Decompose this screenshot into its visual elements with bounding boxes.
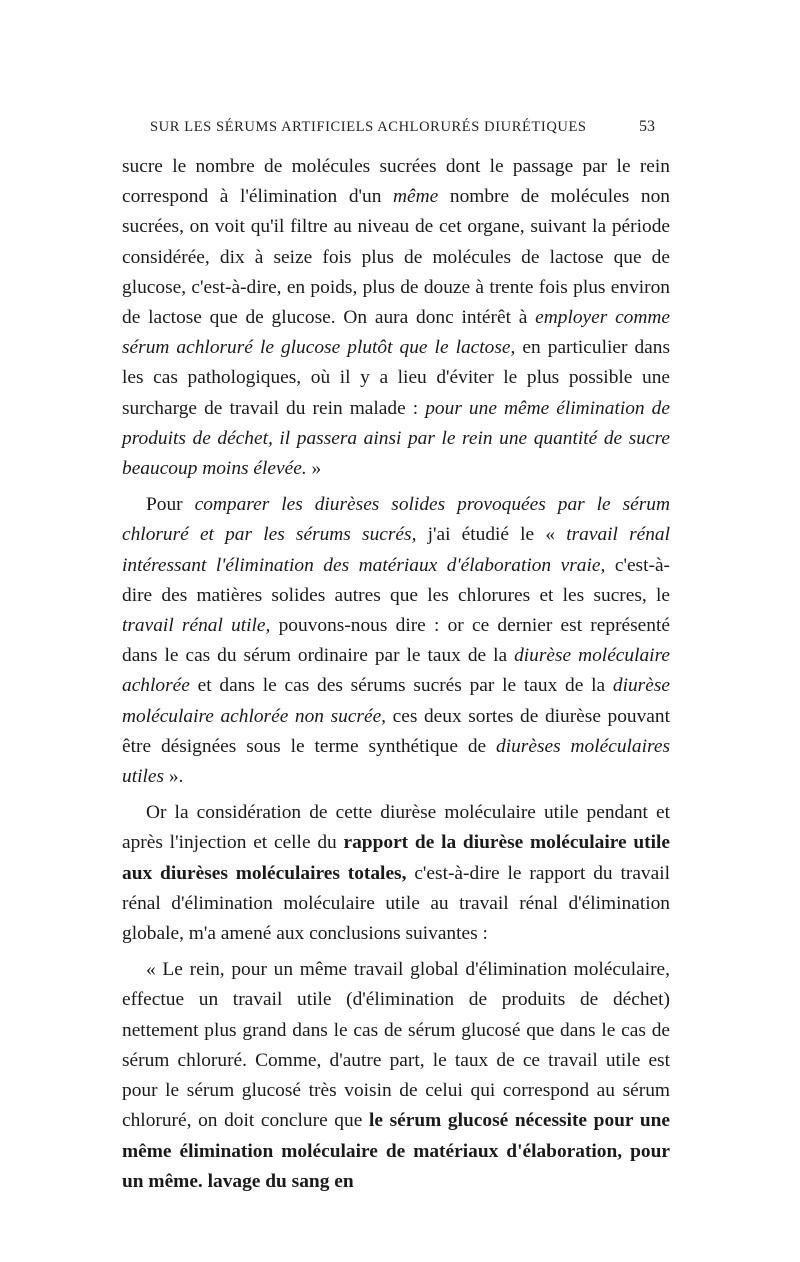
bold-run: rapport de la diurèse moléculaire utile aux diurèses moléculaires totales,	[122, 832, 670, 884]
text-run: c'est-à-dire le rapport du travail rénal d'élimination moléculaire utile au travail rénal d'élimination globale, m'a amené aux conclusions suivantes :	[122, 862, 671, 945]
running-header	[150, 118, 655, 136]
text-run: nombre de molécules non sucrées, on voit qu'il filtre au niveau de cet organe, suivant la période considérée, dix à seize fois plus de molécules de lactose que de glucose, c'est-à-dire, en poids, plus de douze à trente fois plus environ de lactose que de glucose. On aura donc intérêt à	[122, 186, 670, 329]
text-run: ces deux sortes de diurèse pouvant être désignées sous le terme synthétique de	[122, 705, 670, 757]
italic-run: diurèses moléculaires utiles	[122, 735, 670, 788]
italic-run: pour une même élimination de produits de déchet, il passera ainsi par le rein une quantité de sucre beaucoup moins élevée.	[122, 397, 670, 480]
italic-run: travail rénal utile,	[122, 615, 271, 637]
text-run: j'ai étudié le «	[416, 524, 567, 546]
italic-run: diurèse moléculaire achlorée	[122, 645, 671, 697]
text-run: »	[306, 458, 322, 480]
italic-run: employer comme sérum achloruré le glucose plutôt que le lactose,	[122, 307, 670, 359]
text-run: Pour	[146, 494, 195, 516]
italic-run: comparer les diurèses solides provoquées par le sérum chloruré et par les sérums sucrés,	[122, 494, 670, 546]
italic-run: travail rénal intéressant l'élimination des matériaux d'élaboration vraie,	[122, 524, 671, 576]
text-run: sucre le nombre de molécules sucrées dont le passage par le rein correspond à l'élimination d'un	[122, 156, 670, 208]
paragraph-diureses-solides	[122, 490, 670, 792]
text-run: pouvons-nous dire : or ce dernier est représenté dans le cas du sérum ordinaire par le taux de la	[122, 615, 670, 667]
running-title: SUR LES SÉRUMS ARTIFICIELS ACHLORURÉS DIURÉTIQUES	[150, 119, 587, 135]
body-text	[122, 152, 670, 1197]
paragraph-diurese-moleculaire	[122, 798, 670, 949]
page-number: 53	[639, 118, 655, 135]
text-run: en particulier dans les cas pathologiques, où il y a lieu d'éviter le plus possible une surcharge de travail du rein malade :	[122, 337, 671, 419]
bold-run: le sérum glucosé nécessite pour une même élimination moléculaire de matériaux d'élaboration, pour un même. lavage du sang en	[122, 1110, 670, 1192]
text-run: ».	[164, 766, 184, 788]
text-run: Or la considération de cette diurèse moléculaire utile pendant et après l'injection et celle du	[122, 802, 670, 854]
text-run: « Le rein, pour un même travail global d'élimination moléculaire, effectue un travail utile (d'élimination de produits de déchet) nettement plus grand dans le cas de sérum glucosé que dans le cas de sérum chloruré. Comme, d'autre part, le taux de ce travail utile est pour le sérum glucosé très voisin de celui qui correspond au sérum chloruré, on doit conclure que	[122, 959, 670, 1132]
text-run: c'est-à-dire des matières solides autres que les chlorures et les sucres, le	[122, 554, 671, 606]
text-run: et dans le cas des sérums sucrés par le taux de la	[189, 675, 613, 697]
paragraph-conclusions-quote	[122, 955, 670, 1197]
italic-run: même	[393, 186, 439, 208]
italic-run: diurèse moléculaire achlorée non sucrée,	[122, 675, 670, 727]
paragraph-continuation	[122, 152, 670, 484]
